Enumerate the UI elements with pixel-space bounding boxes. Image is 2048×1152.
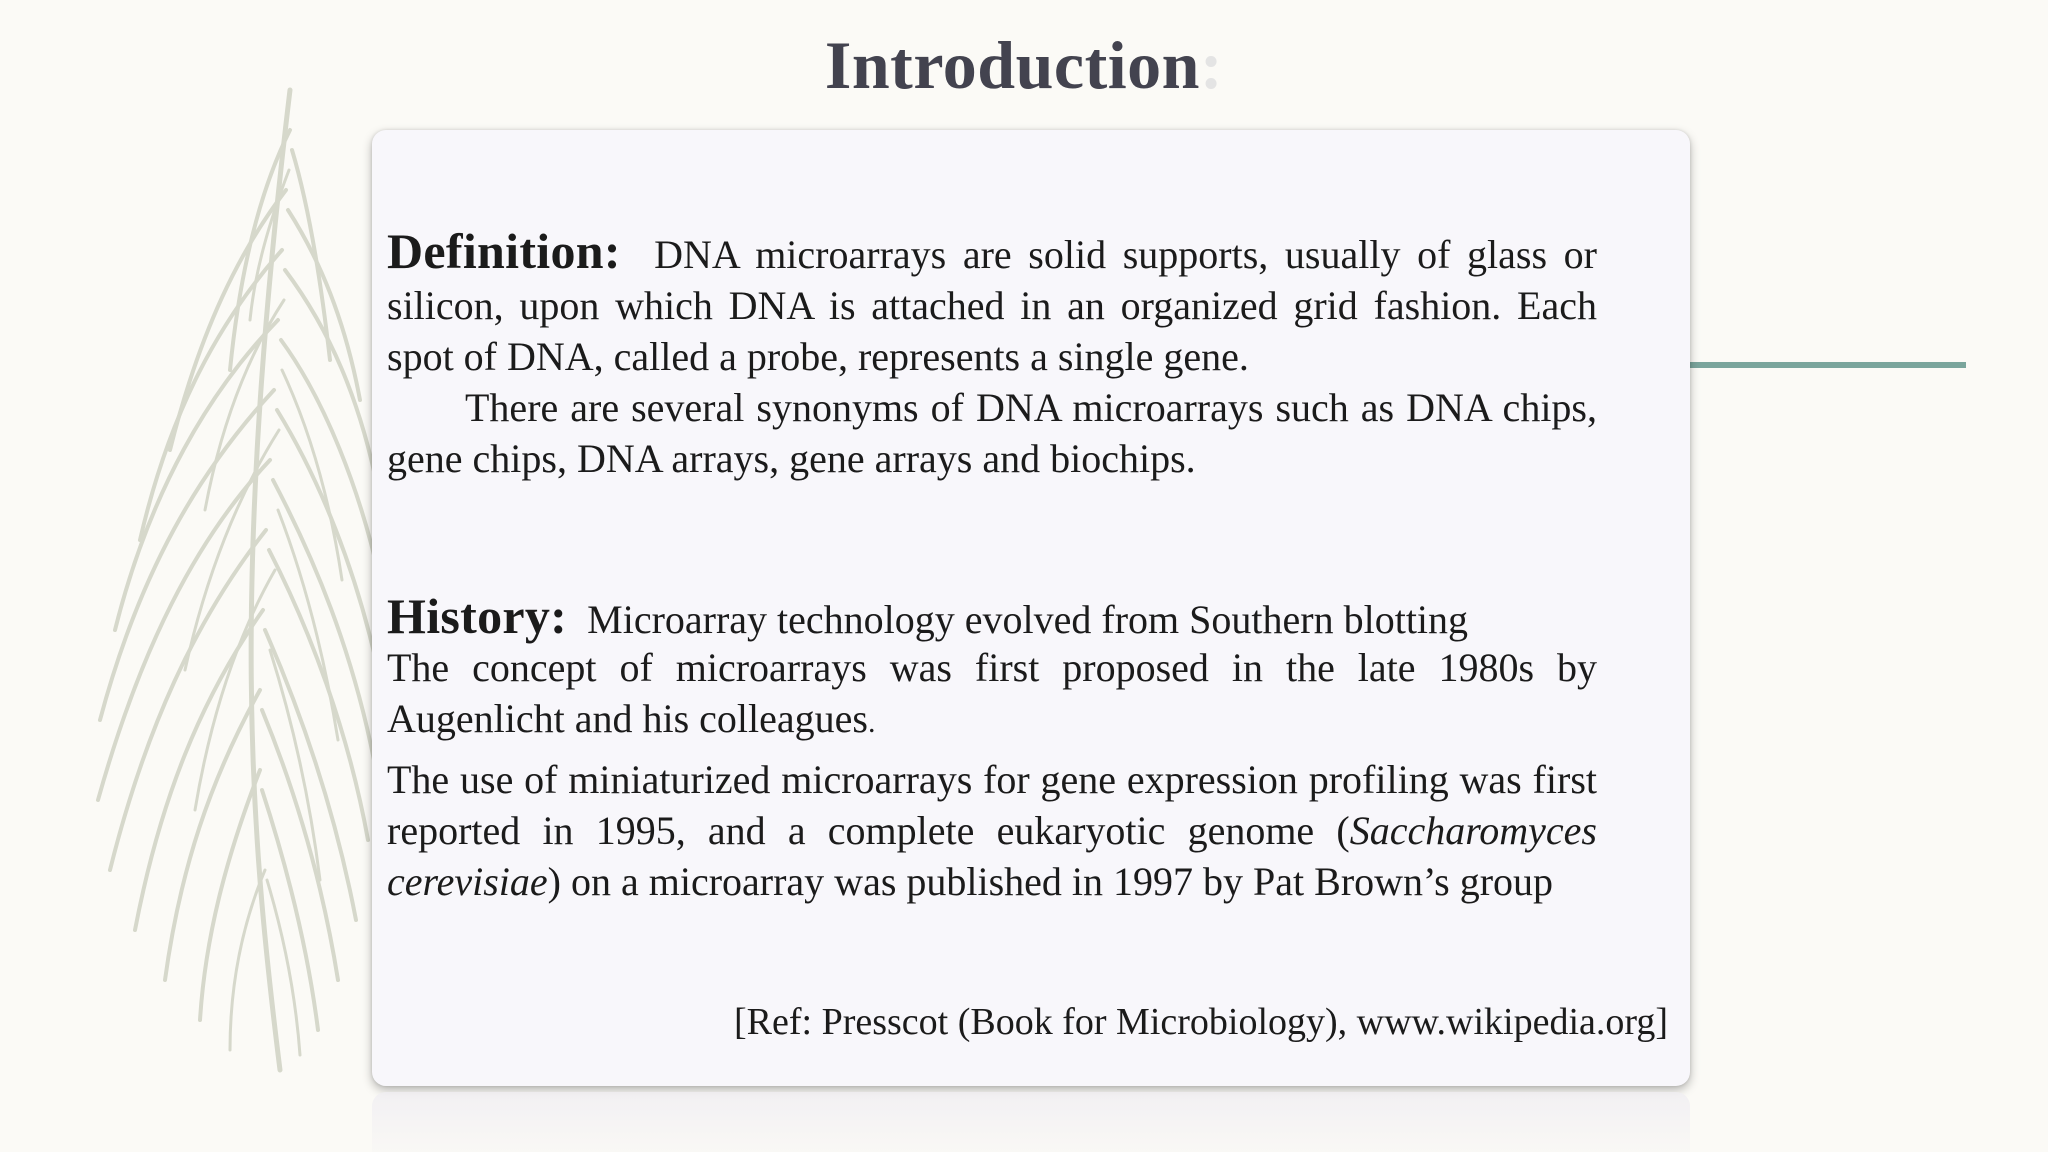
history-concept-end: .: [867, 706, 876, 739]
page-title-text: Introduction: [824, 27, 1200, 103]
history-use-text-2: ) on a microarray was published in 1997 by Pat Brown’s group: [547, 859, 1554, 904]
definition-paragraph: [387, 223, 1598, 382]
page-title-colon: :: [1199, 27, 1224, 103]
history-heading: History:: [387, 588, 568, 644]
accent-line: [1690, 362, 1966, 368]
organism-name: Saccharomyces cerevisiae: [387, 808, 1597, 904]
history-lead-text: Microarray technology evolved from Southern blotting: [587, 597, 1469, 642]
history-use-paragraph: [387, 754, 1597, 907]
history-concept-paragraph: [387, 642, 1597, 748]
content-body: [387, 223, 1598, 907]
history-use-text-1: The use of miniaturized microarrays for gene expression profiling was first reported in 1995, and a complete eukaryotic genome (: [387, 757, 1597, 853]
definition-heading: Definition:: [387, 223, 621, 279]
reference-citation: [Ref: Presscot (Book for Microbiology), www.wikipedia.org]: [733, 1001, 1668, 1043]
definition-text: DNA microarrays are solid supports, usually of glass or silicon, upon which DNA is attached in an organized grid fashion. Each spot of DNA, called a probe, represents a single gene.: [387, 232, 1598, 379]
synonyms-text: There are several synonyms of DNA microarrays such as DNA chips, gene chips, DNA arrays, gene arrays and biochips.: [387, 385, 1597, 481]
synonyms-paragraph: [387, 382, 1597, 484]
history-lead-paragraph: [387, 588, 1597, 644]
card-reflection: [372, 1092, 1690, 1152]
page-title: [0, 26, 2048, 105]
history-concept-text: The concept of microarrays was first proposed in the late 1980s by Augenlicht and his colleagues: [387, 645, 1597, 741]
feather-decoration-icon: [60, 70, 390, 1100]
